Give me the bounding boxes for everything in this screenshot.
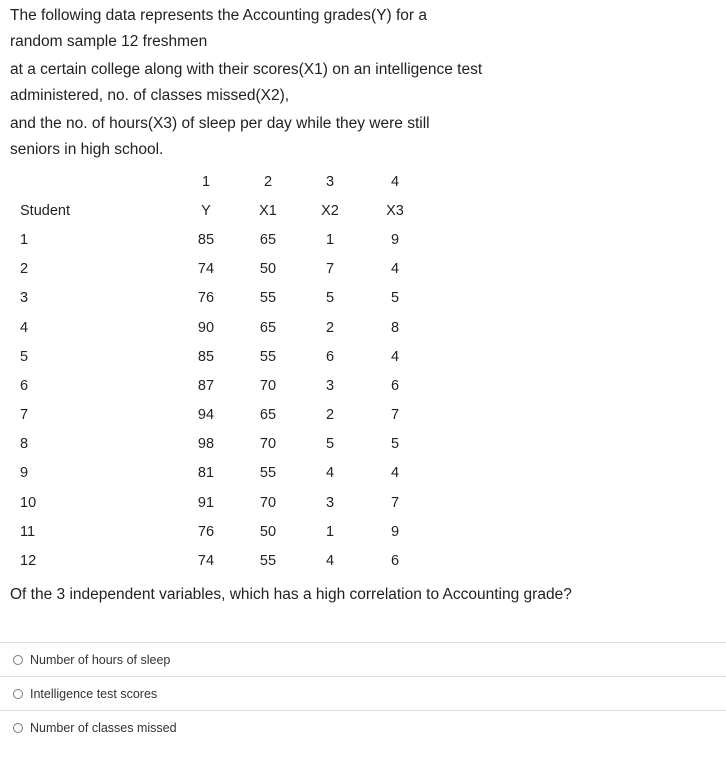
- table-row: [10, 371, 429, 400]
- table-cell: 9: [390, 231, 400, 248]
- radio-button[interactable]: [13, 689, 23, 699]
- table-cell: 2: [325, 319, 335, 336]
- option-label: Number of hours of sleep: [30, 652, 171, 667]
- table-cell: 87: [197, 377, 215, 394]
- table-row: [10, 517, 429, 546]
- column-header: X2: [321, 202, 339, 219]
- table-row: [10, 546, 429, 575]
- table-cell: 50: [259, 523, 277, 540]
- table-row: [10, 284, 429, 313]
- table-cell: 8: [20, 436, 29, 453]
- table-cell: 5: [325, 290, 335, 307]
- column-index: 2: [263, 173, 273, 190]
- table-cell: 94: [197, 407, 215, 424]
- table-cell: 74: [197, 553, 215, 570]
- table-row: [10, 401, 429, 430]
- table-cell: 85: [197, 231, 215, 248]
- table-cell: 6: [390, 377, 400, 394]
- column-header: Student: [20, 202, 70, 219]
- table-cell: 12: [20, 553, 37, 570]
- table-cell: 2: [325, 407, 335, 424]
- table-cell: 7: [390, 407, 400, 424]
- table-cell: 55: [259, 290, 277, 307]
- table-cell: 4: [325, 553, 335, 570]
- column-index: 4: [390, 173, 400, 190]
- table-cell: 7: [20, 407, 29, 424]
- table-header-row: [10, 196, 429, 225]
- table-cell: 10: [20, 494, 37, 511]
- column-header: X3: [386, 202, 404, 219]
- intro-line: and the no. of hours(X3) of sleep per day while they were still: [10, 115, 430, 132]
- table-cell: 5: [325, 436, 335, 453]
- option-classes-missed[interactable]: [0, 710, 726, 744]
- table-row: [10, 488, 429, 517]
- table-cell: 70: [259, 436, 277, 453]
- table-cell: 3: [20, 290, 29, 307]
- table-cell: 70: [259, 494, 277, 511]
- table-cell: 65: [259, 231, 277, 248]
- table-cell: 1: [20, 231, 29, 248]
- column-index: 3: [325, 173, 335, 190]
- table-cell: 5: [390, 290, 400, 307]
- table-cell: 2: [20, 261, 29, 278]
- column-header: X1: [259, 202, 277, 219]
- table-cell: 91: [197, 494, 215, 511]
- table-cell: 11: [20, 523, 36, 540]
- table-cell: 5: [390, 436, 400, 453]
- table-row: [10, 342, 429, 371]
- table-cell: 65: [259, 319, 277, 336]
- intro-line: The following data represents the Accounting grades(Y) for a: [10, 7, 428, 24]
- table-row: [10, 430, 429, 459]
- intro-line: random sample 12 freshmen: [10, 33, 208, 50]
- table-cell: 55: [259, 553, 277, 570]
- intro-line: at a certain college along with their scores(X1) on an intelligence test: [10, 61, 483, 78]
- intro-line: seniors in high school.: [10, 141, 164, 158]
- table-cell: 81: [197, 465, 215, 482]
- intro-line: administered, no. of classes missed(X2),: [10, 87, 290, 104]
- table-cell: 3: [325, 377, 335, 394]
- table-cell: 50: [259, 261, 277, 278]
- table-row: [10, 459, 429, 488]
- column-header: Y: [201, 202, 211, 219]
- column-index: 1: [201, 173, 211, 190]
- table-cell: 8: [390, 319, 400, 336]
- table-cell: 55: [259, 465, 277, 482]
- problem-statement: [10, 3, 710, 163]
- column-index-row: [10, 167, 429, 196]
- table-cell: 1: [325, 523, 335, 540]
- table-cell: 74: [197, 261, 215, 278]
- table-row: [10, 255, 429, 284]
- table-cell: 6: [390, 553, 400, 570]
- table-cell: 98: [197, 436, 215, 453]
- table-cell: 6: [325, 348, 335, 365]
- table-cell: 7: [390, 494, 400, 511]
- table-cell: 4: [325, 465, 335, 482]
- table-cell: 6: [20, 377, 29, 394]
- empty-cell: [10, 167, 175, 196]
- table-cell: 76: [197, 290, 215, 307]
- option-intelligence-test-scores[interactable]: [0, 676, 726, 710]
- option-label: Intelligence test scores: [30, 686, 158, 701]
- table-cell: 4: [390, 261, 400, 278]
- option-hours-of-sleep[interactable]: [0, 642, 726, 676]
- table-cell: 5: [20, 348, 29, 365]
- radio-button[interactable]: [13, 723, 23, 733]
- radio-button[interactable]: [13, 655, 23, 665]
- option-label: Number of classes missed: [30, 720, 177, 735]
- question-text: Of the 3 independent variables, which has a high correlation to Accounting grade?: [10, 586, 572, 603]
- table-cell: 70: [259, 377, 277, 394]
- table-row: [10, 313, 429, 342]
- table-cell: 3: [325, 494, 335, 511]
- table-cell: 9: [390, 523, 400, 540]
- grades-table: [10, 167, 429, 576]
- table-cell: 1: [325, 231, 335, 248]
- table-cell: 55: [259, 348, 277, 365]
- table-cell: 65: [259, 407, 277, 424]
- table-cell: 85: [197, 348, 215, 365]
- table-cell: 4: [390, 348, 400, 365]
- answer-options: [0, 642, 726, 744]
- table-cell: 9: [20, 465, 29, 482]
- table-cell: 76: [197, 523, 215, 540]
- table-cell: 7: [325, 261, 335, 278]
- table-cell: 4: [390, 465, 400, 482]
- table-cell: 4: [20, 319, 29, 336]
- table-cell: 90: [197, 319, 215, 336]
- table-row: [10, 225, 429, 254]
